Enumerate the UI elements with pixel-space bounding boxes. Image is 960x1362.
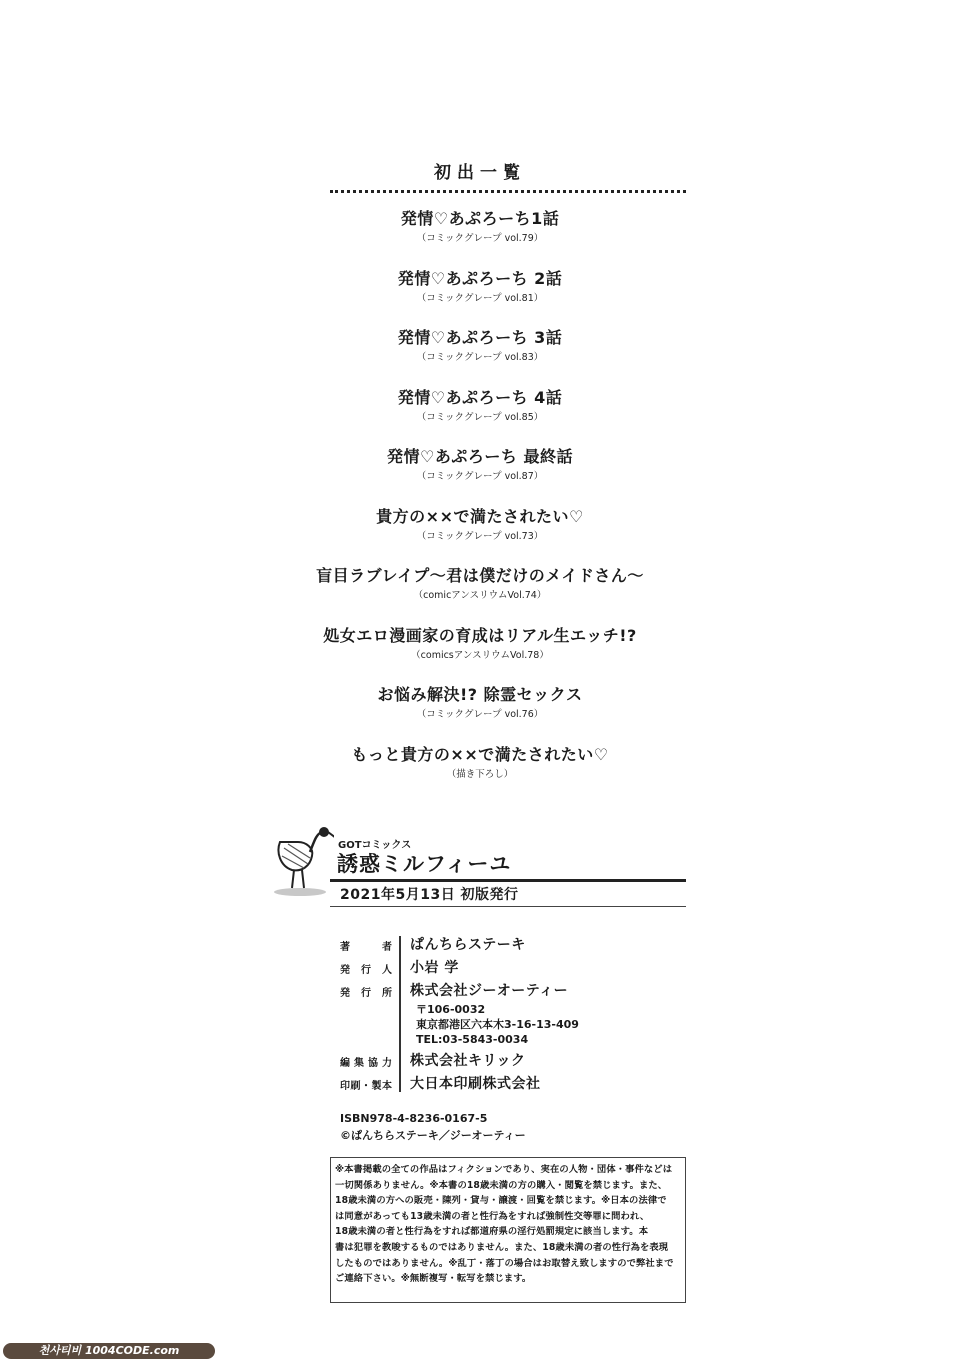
author-name: ぱんちらステーキ [410, 937, 526, 953]
notice-line: は同意があっても13歳未満の者と性行為をすれば強制性交等罪に問われ、 [335, 1210, 650, 1222]
toc-entry-title: 発情♡あぷろーち1話 [400, 209, 560, 228]
toc-entry-title: 貴方の××で満たされたい♡ [376, 506, 584, 526]
toc-entry-title: お悩み解決!? 除霊セックス [377, 685, 583, 704]
copyright-line: ©ぱんちらステーキ／ジーオーティー [340, 1129, 526, 1142]
printing-company: 大日本印刷株式会社 [410, 1076, 541, 1092]
publication-date: 2021年5月13日 初版発行 [340, 887, 519, 903]
colophon-label: 編 集 協 力 [340, 1058, 392, 1069]
publisher-person-name: 小岩 学 [410, 960, 459, 976]
toc-heading: 初出一覧 [434, 163, 526, 183]
notice-line: したものではありません。※乱丁・落丁の場合はお取替え致しますので弊社まで [335, 1257, 674, 1269]
toc-entry-title: 発情♡あぷろーち 最終話 [387, 447, 573, 466]
toc-entry [0, 564, 960, 624]
editing-company: 株式会社キリック [410, 1053, 526, 1069]
toc-entry-title: 盲目ラブレイプ～君は僕だけのメイドさん～ [316, 566, 644, 585]
toc-entry [0, 267, 960, 327]
toc-entry-title: 処女エロ漫画家の育成はリアル生エッチ!? [323, 625, 637, 645]
toc-entry-title: もっと貴方の××で満たされたい♡ [351, 744, 609, 764]
book-title: 誘惑ミルフィーユ [337, 852, 512, 876]
toc-entry-source: （comicsアンスリウムVol.78） [411, 649, 549, 661]
notice-line: ※本書掲載の全ての作品はフィクションであり、実在の人物・団体・事件などは [335, 1164, 673, 1175]
toc-entry-title: 発情♡あぷろーち 3話 [397, 328, 563, 347]
colophon-label: 著 者 [340, 942, 392, 953]
toc-entry [0, 207, 960, 267]
toc-entry-source: （comicアンスリウムVol.74） [413, 590, 547, 601]
toc-entry [0, 505, 960, 565]
notice-line: 一切関係ありません。※本書の18歳未満の方の購入・閲覧を禁じます。また、 [335, 1179, 668, 1191]
toc-entry-source: （コミックグレープ vol.79） [416, 233, 544, 244]
colophon-label: 印 刷 ・ 製 本 [340, 1081, 392, 1092]
notice-line: 18歳未満の者と性行為をすれば都道府県の淫行処罰規定に該当します。本 [335, 1226, 649, 1238]
toc-entry [0, 683, 960, 743]
toc-dotted-divider [330, 190, 686, 193]
notice-line: 書は犯罪を教唆するものではありません。また、18歳未満の者の性行為を表現 [335, 1241, 669, 1253]
date-divider [330, 906, 686, 907]
colophon-divider [399, 936, 401, 1092]
toc-entry-source: （コミックグレープ vol.73） [416, 530, 544, 542]
colophon-label: 発 行 所 [340, 988, 392, 999]
isbn-number: ISBN978-4-8236-0167-5 [340, 1112, 488, 1125]
toc-entry-source: （コミックグレープ vol.76） [416, 709, 544, 720]
publisher-tel: TEL:03-5843-0034 [416, 1033, 529, 1046]
toc-entry-title: 発情♡あぷろーち 4話 [397, 387, 563, 407]
site-watermark[interactable]: 천사티비 1004CODE.com [3, 1343, 215, 1359]
imprint-label: GOTコミックス [338, 840, 412, 851]
bird-logo-icon [270, 822, 334, 898]
publisher-postal: 〒106-0032 [416, 1003, 486, 1016]
colophon-label: 発 行 人 [340, 965, 392, 976]
publisher-name: 株式会社ジーオーティー [410, 983, 569, 999]
toc-entry [0, 624, 960, 684]
toc-entry-title: 発情♡あぷろーち 2話 [397, 268, 563, 288]
toc-entry [0, 445, 960, 505]
toc-entry-source: （コミックグレープ vol.85） [416, 411, 544, 423]
toc-entry-source: （コミックグレープ vol.87） [416, 471, 544, 482]
toc-entry-source: （コミックグレープ vol.83） [416, 352, 544, 363]
toc-entry-source: （コミックグレープ vol.81） [416, 292, 544, 304]
publisher-address: 東京都港区六本木3-16-13-409 [416, 1018, 579, 1031]
toc-entry [0, 386, 960, 446]
toc-entry [0, 326, 960, 386]
notice-line: ご連絡下さい。※無断複写・転写を禁じます。 [335, 1273, 532, 1285]
notice-line: 18歳未満の方への販売・陳列・貸与・譲渡・回覧を禁じます。※日本の法律で [335, 1195, 667, 1207]
toc-entry [0, 743, 960, 803]
title-divider [330, 879, 686, 882]
isbn-block [340, 1110, 526, 1144]
toc-list [0, 207, 960, 802]
toc-entry-source: （描き下ろし） [446, 768, 514, 780]
legal-notice-box [330, 1157, 686, 1303]
